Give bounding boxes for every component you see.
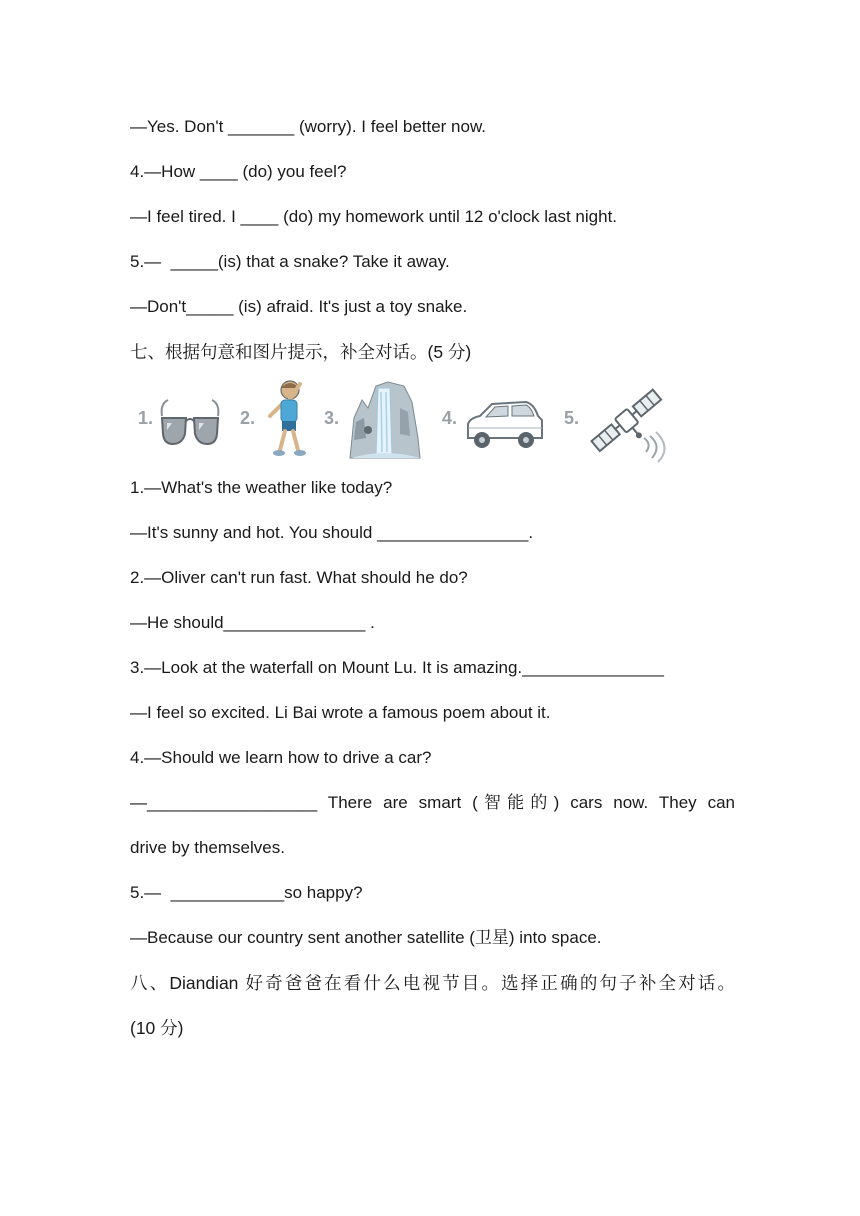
answer-line-4: —I feel tired. I ____ (do) my homework until 12 o'clock last night.: [130, 207, 618, 226]
sunglasses-icon: [158, 378, 222, 463]
section-8-score: (10 分): [130, 1018, 184, 1038]
q1-question: 1.—What's the weather like today?: [130, 478, 393, 497]
q4-answer-continued: drive by themselves.: [130, 838, 285, 857]
answer-line-3: —Yes. Don't _______ (worry). I feel better now.: [130, 117, 487, 136]
section-7-title: 七、根据句意和图片提示，补全对话。(5 分): [130, 342, 472, 362]
question-4: 4.—How ____ (do) you feel?: [130, 162, 347, 181]
q5-question: 5.— ____________so happy?: [130, 883, 363, 902]
picture-number: 3.: [324, 408, 340, 428]
q5-answer: —Because our country sent another satellite (卫星) into space.: [130, 928, 602, 947]
satellite-icon: [584, 378, 668, 463]
q1-answer: —It's sunny and hot. You should ________________.: [130, 523, 534, 542]
picture-number: 4.: [442, 408, 458, 428]
car-icon: [464, 378, 546, 463]
picture-number: 5.: [564, 408, 580, 428]
boy-exercising-icon: [260, 378, 316, 463]
question-5: 5.— _____(is) that a snake? Take it away.: [130, 252, 450, 271]
q2-answer: —He should_______________ .: [130, 613, 375, 632]
answer-line-5: —Don't_____ (is) afraid. It's just a toy snake.: [130, 297, 468, 316]
q3-answer: —I feel so excited. Li Bai wrote a famous poem about it.: [130, 703, 551, 722]
q4-answer: —__________________ There are smart (智能的) cars now. They can: [130, 793, 735, 812]
picture-number: 2.: [240, 408, 256, 428]
picture-hints: [132, 378, 672, 463]
q4-question: 4.—Should we learn how to drive a car?: [130, 748, 432, 767]
q3-question: 3.—Look at the waterfall on Mount Lu. It is amazing._______________: [130, 658, 664, 677]
section-8-title: 八、Diandian 好奇爸爸在看什么电视节目。选择正确的句子补全对话。: [130, 973, 735, 993]
waterfall-icon: [346, 378, 422, 463]
picture-number: 1.: [138, 408, 154, 428]
q2-question: 2.—Oliver can't run fast. What should he do?: [130, 568, 468, 587]
